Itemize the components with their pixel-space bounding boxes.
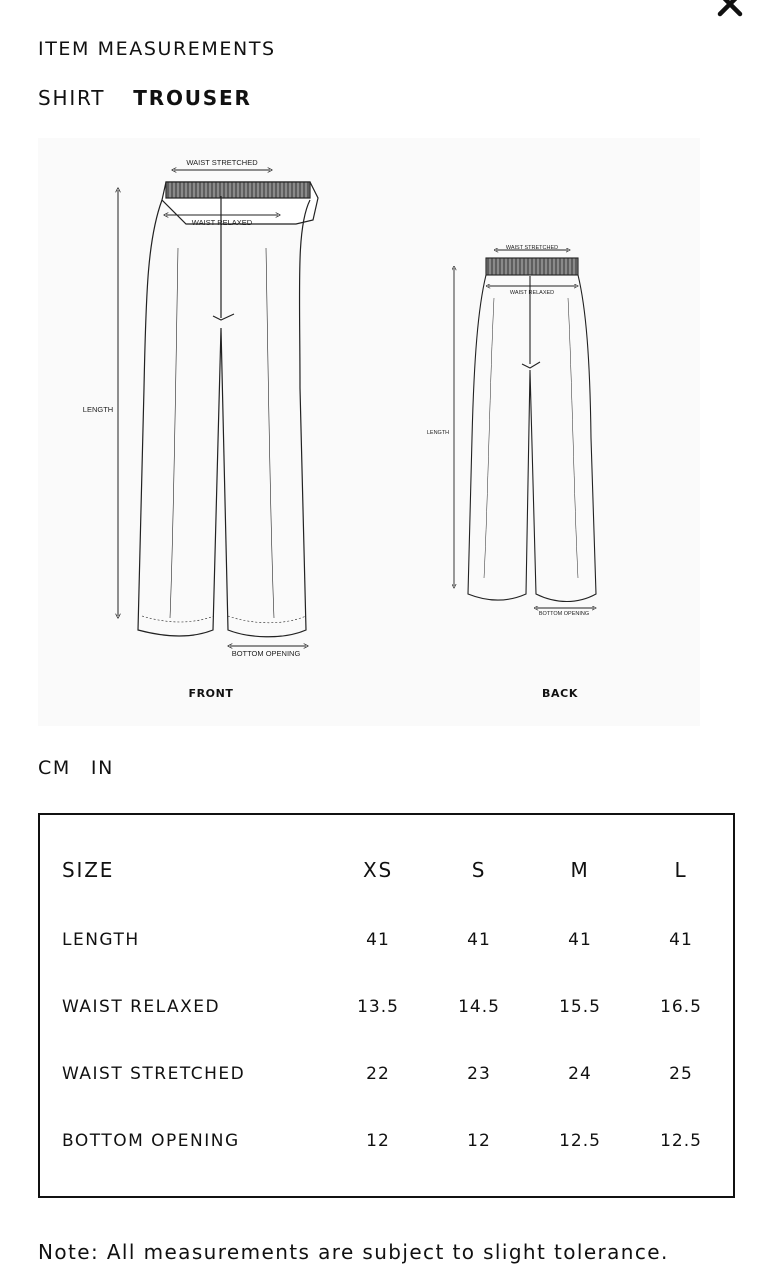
back-waist-relaxed-label: WAIST RELAXED	[509, 290, 555, 296]
front-view-label: FRONT	[188, 687, 234, 700]
close-button[interactable]	[712, 0, 748, 22]
table-cell: 13.5	[357, 997, 399, 1017]
table-cell: 41	[568, 930, 592, 950]
back-view-label: BACK	[542, 687, 578, 700]
unit-cm-button[interactable]: CM	[38, 757, 71, 779]
front-trouser-drawing	[138, 182, 318, 637]
row-label: LENGTH	[62, 930, 140, 950]
table-cell: 12.5	[559, 1131, 601, 1151]
table-cell: 12.5	[660, 1131, 702, 1151]
back-bottom-opening-label: BOTTOM OPENING	[538, 611, 590, 617]
table-cell: 25	[669, 1064, 693, 1084]
close-icon	[712, 0, 748, 22]
tab-shirt[interactable]: SHIRT	[38, 86, 106, 110]
table-row	[40, 1126, 733, 1156]
table-cell: 12	[366, 1131, 390, 1151]
modal-title: ITEM MEASUREMENTS	[38, 38, 276, 60]
table-cell: 22	[366, 1064, 390, 1084]
front-waist-relaxed-label: WAIST RELAXED	[191, 218, 253, 227]
back-length-label: LENGTH	[426, 430, 450, 436]
tab-trouser[interactable]: TROUSER	[133, 86, 252, 110]
row-label: BOTTOM OPENING	[62, 1131, 240, 1151]
front-length-label: LENGTH	[82, 405, 114, 414]
table-header-row	[40, 855, 733, 885]
size-l-header: L	[674, 858, 688, 882]
back-measure-arrows	[454, 250, 594, 608]
table-cell: 24	[568, 1064, 592, 1084]
size-m-header: M	[570, 858, 590, 882]
unit-in-button[interactable]: IN	[90, 757, 114, 779]
table-row	[40, 992, 733, 1022]
back-trouser-drawing	[468, 258, 596, 602]
table-cell: 41	[669, 930, 693, 950]
tolerance-note: Note: All measurements are subject to slight tolerance.	[38, 1240, 669, 1264]
back-waist-stretched-label: WAIST STRETCHED	[505, 245, 559, 251]
table-row	[40, 1059, 733, 1089]
row-label: WAIST STRETCHED	[62, 1064, 246, 1084]
table-cell: 14.5	[458, 997, 500, 1017]
size-header: SIZE	[62, 858, 115, 882]
garment-tabs	[38, 86, 252, 110]
size-xs-header: XS	[363, 858, 393, 882]
table-cell: 16.5	[660, 997, 702, 1017]
table-cell: 12	[467, 1131, 491, 1151]
unit-toggle	[38, 757, 114, 779]
front-waist-stretched-label: WAIST STRETCHED	[186, 158, 258, 167]
front-measure-arrows	[118, 170, 306, 646]
trouser-illustration	[38, 138, 700, 726]
front-bottom-opening-label: BOTTOM OPENING	[231, 649, 301, 658]
row-label: WAIST RELAXED	[62, 997, 221, 1017]
table-row	[40, 925, 733, 955]
size-s-header: S	[471, 858, 487, 882]
table-cell: 41	[467, 930, 491, 950]
table-cell: 23	[467, 1064, 491, 1084]
measurement-diagram	[38, 138, 700, 726]
table-cell: 15.5	[559, 997, 601, 1017]
size-table	[38, 813, 735, 1198]
table-cell: 41	[366, 930, 390, 950]
